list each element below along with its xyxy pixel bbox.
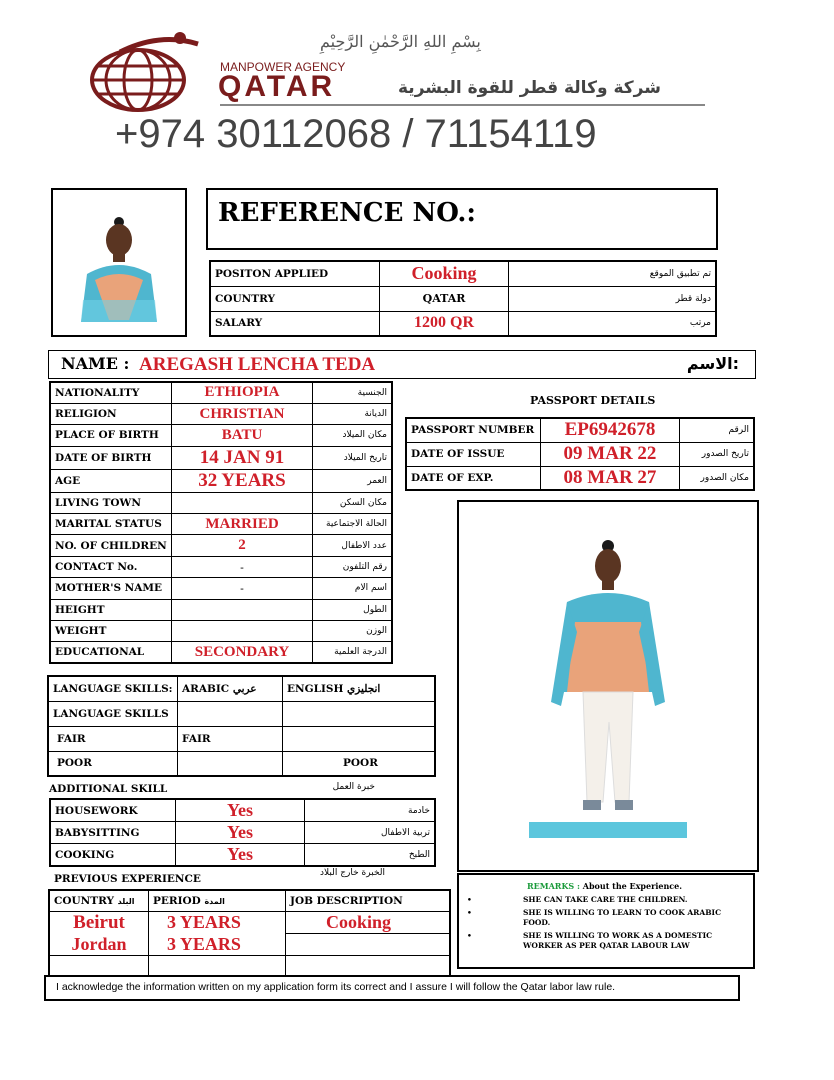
experience-table (48, 889, 451, 977)
personal-arabic: مكان السكن (313, 492, 393, 513)
personal-value: MARRIED (172, 514, 313, 535)
agency-top-text: MANPOWER AGENCY (220, 60, 346, 74)
passport-value: EP6942678 (541, 418, 680, 442)
skill-value: Yes (176, 844, 305, 867)
passport-row (406, 418, 754, 442)
skill-label: COOKING (50, 844, 176, 867)
personal-row (50, 642, 392, 663)
personal-value (172, 492, 313, 513)
name-bar (48, 350, 756, 379)
job-row (210, 286, 716, 311)
personal-arabic: العمر (313, 469, 393, 492)
personal-row (50, 403, 392, 424)
personal-value: - (172, 578, 313, 599)
personal-row (50, 425, 392, 446)
experience-country: Jordan (49, 934, 149, 956)
skill-row (50, 799, 435, 822)
period-column-header: PERIOD المدة (149, 890, 286, 911)
personal-row (50, 535, 392, 556)
language-row (48, 751, 435, 776)
passport-value: 09 MAR 22 (541, 442, 680, 466)
language-level-label: POOR (48, 751, 178, 776)
remark-text: SHE CAN TAKE CARE THE CHILDREN. (523, 895, 688, 904)
country-label: COUNTRY (210, 286, 380, 311)
personal-label: LIVING TOWN (50, 492, 172, 513)
passport-title: PASSPORT DETAILS (530, 394, 656, 407)
skill-row (50, 844, 435, 867)
personal-label: EDUCATIONAL (50, 642, 172, 663)
bullet-icon: • (467, 895, 472, 904)
job-row (210, 311, 716, 336)
personal-label: AGE (50, 469, 172, 492)
passport-label: DATE OF ISSUE (406, 442, 541, 466)
personal-row (50, 621, 392, 642)
additional-skill-arabic-title: خبرة العمل (332, 782, 375, 792)
agency-arabic-name: شركة وكالة قطر للقوة البشرية (398, 78, 661, 98)
remark-item (465, 908, 745, 928)
remark-item (465, 895, 745, 905)
passport-row (406, 442, 754, 466)
remarks-list (465, 895, 745, 954)
personal-arabic: الجنسية (313, 382, 393, 403)
passport-arabic: تاريخ الصدور (680, 442, 755, 466)
personal-row (50, 492, 392, 513)
agency-name: QATAR (218, 70, 336, 103)
position-label: POSITON APPLIED (210, 261, 380, 286)
experience-job: Cooking (286, 911, 451, 934)
personal-arabic: رقم التلفون (313, 556, 393, 577)
personal-arabic: الدرجة العلمية (313, 642, 393, 663)
applicant-full-body-photo (457, 500, 759, 872)
personal-arabic: الحالة الاجتماعية (313, 514, 393, 535)
personal-value: CHRISTIAN (172, 403, 313, 424)
remarks-subtitle: About the Experience. (582, 881, 683, 891)
bullet-icon: • (467, 908, 472, 917)
personal-value: SECONDARY (172, 642, 313, 663)
agency-logo (80, 30, 220, 115)
bullet-icon: • (467, 931, 472, 940)
personal-arabic: اسم الام (313, 578, 393, 599)
english-level (283, 726, 436, 751)
job-table (209, 260, 717, 337)
personal-row (50, 382, 392, 403)
personal-label: DATE OF BIRTH (50, 446, 172, 469)
arabic-level (178, 751, 283, 776)
language-table (47, 675, 436, 777)
passport-value: 08 MAR 27 (541, 466, 680, 490)
position-value: Cooking (380, 261, 509, 286)
personal-arabic: مكان الميلاد (313, 425, 393, 446)
job-row (210, 261, 716, 286)
passport-label: DATE OF EXP. (406, 466, 541, 490)
personal-label: NO. OF CHILDREN (50, 535, 172, 556)
personal-value (172, 599, 313, 620)
personal-label: MOTHER'S NAME (50, 578, 172, 599)
name-arabic-label: الاسم: (686, 354, 739, 373)
remark-text: SHE IS WILLING TO WORK AS A DOMESTIC WORKER AS PER QATAR LABOUR LAW (523, 931, 713, 950)
personal-value: BATU (172, 425, 313, 446)
skill-arabic: تربية الاطفال (305, 822, 436, 844)
previous-experience-arabic-title: الخبرة خارج البلاد (320, 868, 385, 878)
globe-logo-icon (80, 30, 220, 115)
language-row (48, 701, 435, 726)
personal-label: MARITAL STATUS (50, 514, 172, 535)
personal-arabic: تاريخ الميلاد (313, 446, 393, 469)
personal-arabic: الوزن (313, 621, 393, 642)
language-row (48, 726, 435, 751)
personal-details-table (49, 381, 393, 664)
name-label: NAME : (61, 354, 130, 373)
skill-label: HOUSEWORK (50, 799, 176, 822)
job-description-column-header: JOB DESCRIPTION (286, 890, 451, 911)
personal-arabic: الطول (313, 599, 393, 620)
skill-arabic: الطبخ (305, 844, 436, 867)
english-column-header: ENGLISH انجليزي (283, 676, 436, 701)
language-skills-header: LANGUAGE SKILLS: (48, 676, 178, 701)
remarks-box (457, 873, 755, 969)
bismillah-calligraphy: بِسْمِ اللهِ الرَّحْمٰنِ الرَّحِيْمِ (320, 32, 481, 51)
personal-value: - (172, 556, 313, 577)
applicant-portrait-photo (51, 188, 187, 337)
experience-row (49, 911, 450, 934)
personal-row (50, 514, 392, 535)
applicant-name: AREGASH LENCHA TEDA (139, 354, 376, 375)
experience-job (286, 934, 451, 956)
passport-label: PASSPORT NUMBER (406, 418, 541, 442)
acknowledgement-box (44, 975, 740, 1001)
arabic-level: FAIR (178, 726, 283, 751)
language-level-label: FAIR (48, 726, 178, 751)
salary-label: SALARY (210, 311, 380, 336)
skill-arabic: خادمة (305, 799, 436, 822)
personal-row (50, 469, 392, 492)
personal-value: ETHIOPIA (172, 382, 313, 403)
experience-row (49, 934, 450, 956)
country-arabic: دولة قطر (509, 286, 717, 311)
skills-table (49, 798, 436, 867)
personal-label: PLACE OF BIRTH (50, 425, 172, 446)
skill-value: Yes (176, 822, 305, 844)
arabic-column-header: ARABIC عربي (178, 676, 283, 701)
salary-arabic: مرتب (509, 311, 717, 336)
remark-item (465, 931, 745, 951)
experience-period: 3 YEARS (149, 934, 286, 956)
passport-arabic: مكان الصدور (680, 466, 755, 490)
personal-row (50, 578, 392, 599)
skill-label: BABYSITTING (50, 822, 176, 844)
personal-row (50, 556, 392, 577)
experience-header-row (49, 890, 450, 911)
passport-table (405, 417, 755, 491)
personal-label: HEIGHT (50, 599, 172, 620)
skill-value: Yes (176, 799, 305, 822)
experience-row (49, 955, 450, 976)
previous-experience-title: PREVIOUS EXPERIENCE (54, 873, 201, 885)
additional-skill-title: ADDITIONAL SKILL (49, 783, 168, 795)
personal-arabic: عدد الاطفال (313, 535, 393, 556)
personal-label: WEIGHT (50, 621, 172, 642)
personal-label: CONTACT No. (50, 556, 172, 577)
language-skills-row-label: LANGUAGE SKILLS (48, 701, 178, 726)
personal-value: 14 JAN 91 (172, 446, 313, 469)
personal-value: 32 YEARS (172, 469, 313, 492)
remark-text: SHE IS WILLING TO LEARN TO COOK ARABIC FOOD. (523, 908, 722, 927)
reference-label: REFERENCE NO.: (218, 198, 476, 228)
passport-row (406, 466, 754, 490)
salary-value: 1200 QR (380, 311, 509, 336)
position-arabic: تم تطبيق الموقع (509, 261, 717, 286)
personal-value (172, 621, 313, 642)
reference-box (206, 188, 718, 250)
country-value: QATAR (380, 286, 509, 311)
personal-value: 2 (172, 535, 313, 556)
acknowledgement-text: I acknowledge the information written on my application form its correct and I assure I will follow the Qatar labor law rule. (56, 981, 616, 993)
remarks-title: REMARKS : (527, 881, 580, 891)
personal-label: NATIONALITY (50, 382, 172, 403)
personal-row (50, 599, 392, 620)
skill-row (50, 822, 435, 844)
country-column-header: COUNTRY البلد (49, 890, 149, 911)
experience-period: 3 YEARS (149, 911, 286, 934)
english-level: POOR (283, 751, 436, 776)
language-header-row (48, 676, 435, 701)
experience-country: Beirut (49, 911, 149, 934)
header-underline (220, 104, 705, 106)
passport-arabic: الرقم (680, 418, 755, 442)
personal-label: RELIGION (50, 403, 172, 424)
personal-arabic: الديانة (313, 403, 393, 424)
personal-row (50, 446, 392, 469)
agency-phone: +974 30112068 / 71154119 (115, 112, 597, 156)
